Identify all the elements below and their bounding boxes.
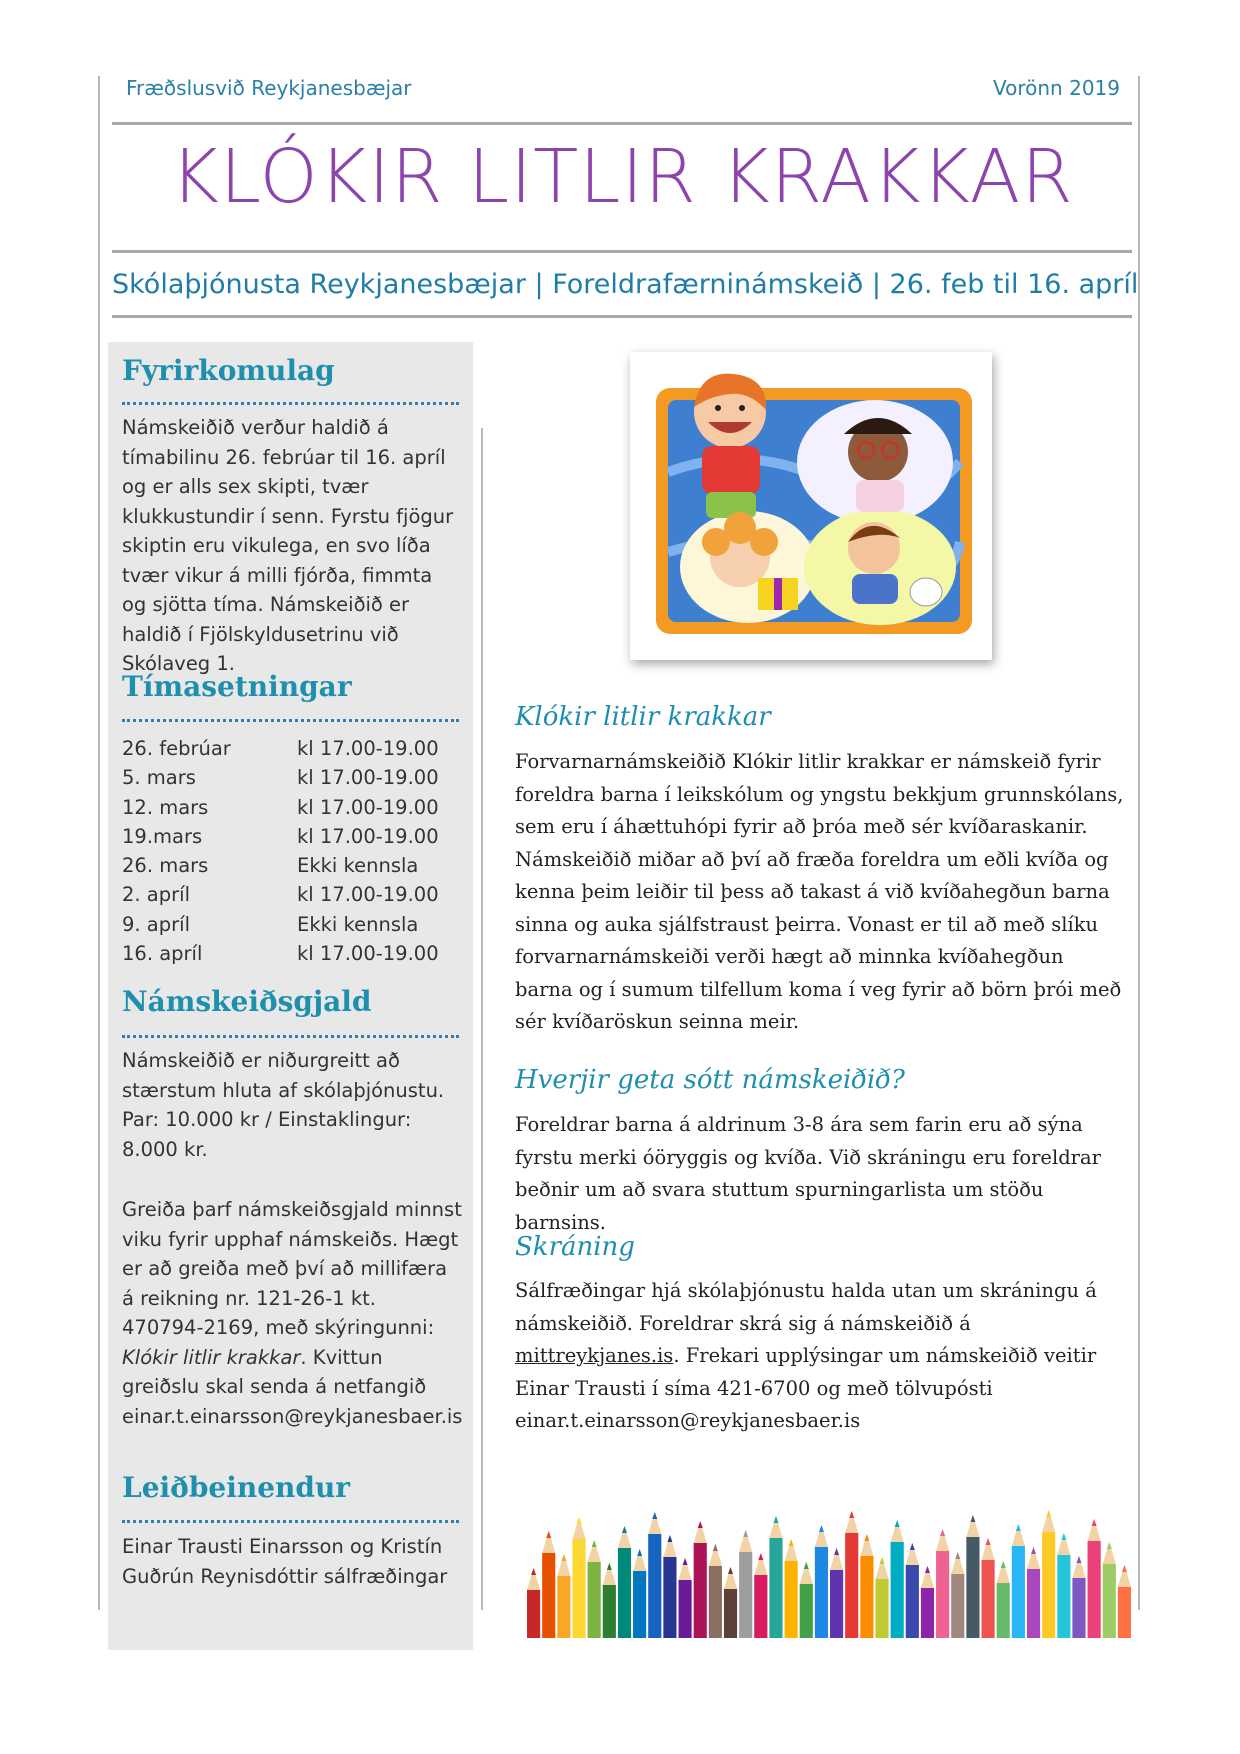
pencil	[648, 1512, 661, 1638]
leidbeinendur-text: Einar Trausti Einarsson og Kristín Guðrún Reynisdóttir sálfræðingar	[122, 1535, 448, 1588]
heading-fyrirkomulag: Fyrirkomulag	[122, 354, 335, 387]
heading-rule	[122, 402, 459, 405]
pencil	[785, 1539, 798, 1638]
schedule-date: 19.mars	[122, 824, 203, 848]
page-subtitle: Skólaþjónusta Reykjanesbæjar | Foreldrafærninámskeið | 26. feb til 16. apríl	[112, 269, 1139, 300]
schedule-date: 12. mars	[122, 795, 209, 819]
pencil	[769, 1516, 782, 1638]
heading-rule	[122, 719, 459, 722]
heading-leidbeinendur: Leiðbeinendur	[122, 1471, 351, 1504]
skraning-text-a: Sálfræðingar hjá skólaþjónustu halda utan um skráningu á námskeiðið. Foreldrar skrá sig á námskeiðið á	[515, 1279, 1097, 1335]
schedule-time: kl 17.00-19.00	[297, 883, 439, 907]
column-divider-line	[481, 428, 483, 1610]
schedule-row	[122, 737, 462, 766]
pencil	[891, 1520, 904, 1638]
schedule-row	[122, 913, 462, 942]
pencil	[754, 1553, 767, 1638]
children-illustration-svg	[630, 352, 992, 660]
schedule-date: 16. apríl	[122, 942, 203, 966]
pencil	[936, 1529, 949, 1638]
org-name: Fræðslusvið Reykjanesbæjar	[126, 76, 412, 100]
schedule-row	[122, 796, 462, 825]
section-text-skraning	[515, 1275, 1125, 1438]
pencil	[815, 1525, 828, 1638]
schedule-time: kl 17.00-19.00	[297, 942, 439, 966]
schedule-date: 2. apríl	[122, 883, 190, 907]
pencil	[966, 1515, 979, 1638]
right-margin-line	[1138, 76, 1140, 1610]
pencil	[845, 1511, 858, 1638]
schedule-time: kl 17.00-19.00	[297, 737, 439, 760]
pencil	[603, 1563, 616, 1638]
schedule-date: 5. mars	[122, 766, 196, 790]
header-rule-middle	[112, 250, 1132, 253]
pencil	[618, 1526, 631, 1638]
heading-timasetningar: Tímasetningar	[122, 670, 352, 703]
pencil	[875, 1557, 888, 1638]
pencil	[557, 1554, 570, 1638]
term-label: Vorönn 2019	[993, 76, 1120, 100]
schedule-time: kl 17.00-19.00	[297, 766, 439, 790]
gjald-text-2b: . Kvittun greiðslu skal senda á netfangið einar.t.einarsson@reykjanesbaer.is	[122, 1345, 463, 1428]
pencil	[1027, 1547, 1040, 1638]
pencil	[588, 1540, 601, 1638]
pencil	[739, 1530, 752, 1638]
children-illustration	[630, 352, 992, 660]
sidebar	[108, 342, 473, 1650]
pencil	[951, 1552, 964, 1638]
registration-link[interactable]: mittreykjanes.is	[515, 1344, 674, 1367]
pencil	[1118, 1565, 1131, 1638]
section-text-hverjir: Foreldrar barna á aldrinum 3-8 ára sem farin eru að sýna fyrstu merki óöryggis og kvíða. Við skráningu eru foreldrar beðnir um að svara stuttum spurningarlista um stöðu barnsins.	[515, 1113, 1101, 1234]
schedule-time: Ekki kennsla	[297, 854, 419, 878]
page-title: KLÓKIR LITLIR KRAKKAR	[170, 134, 1074, 220]
gjald-text-2-italic: Klókir litlir krakkar	[122, 1345, 301, 1369]
schedule-row	[122, 942, 462, 971]
pencil	[1057, 1533, 1070, 1638]
pencil	[860, 1534, 873, 1638]
pencil	[997, 1561, 1010, 1638]
colored-pencils-image	[526, 1492, 1132, 1638]
pencil	[633, 1549, 646, 1638]
gjald-text-1: Námskeiðið er niðurgreitt að stærstum hluta af skólaþjónustu. Par: 10.000 kr / Einstaklingur: 8.000 kr.	[122, 1049, 445, 1161]
schedule-date: 26. mars	[122, 854, 209, 878]
pencil	[709, 1544, 722, 1638]
schedule-time: kl 17.00-19.00	[297, 795, 439, 819]
gjald-text-2a: Greiða þarf námskeiðsgjald minnst viku fyrir upphaf námskeiðs. Hægt er að greiða með því að millifæra á reikning nr. 121-26-1 kt. 470794-2169, með skýringunni:	[122, 1198, 462, 1339]
section-heading-klokir: Klókir litlir krakkar	[515, 702, 771, 732]
schedule-row	[122, 883, 462, 912]
pencil	[572, 1517, 585, 1638]
pencil	[1103, 1542, 1116, 1638]
pencil	[1012, 1524, 1025, 1638]
pencil	[921, 1566, 934, 1638]
schedule-date: 9. apríl	[122, 912, 190, 936]
heading-namskeidsgjald: Námskeiðsgjald	[122, 985, 372, 1018]
skraning-text-b: . Frekari upplýsingar um námskeiðið veitir Einar Trausti í síma 421-6700 og með tölvupósti einar.t.einarsson@reykjanesbaer.is	[515, 1344, 1097, 1432]
heading-rule	[122, 1035, 459, 1038]
pencil	[982, 1538, 995, 1638]
pencil	[542, 1531, 555, 1638]
pencil	[830, 1548, 843, 1638]
pencil	[1088, 1519, 1101, 1638]
schedule-table	[122, 737, 462, 971]
pencil	[1072, 1556, 1085, 1638]
header-rule-bottom	[112, 315, 1132, 318]
pencil	[1042, 1510, 1055, 1638]
schedule-row	[122, 854, 462, 883]
pencil	[800, 1562, 813, 1638]
gjald-text-2	[122, 1195, 462, 1431]
left-margin-line	[98, 76, 100, 1610]
heading-rule	[122, 1520, 459, 1523]
pencil	[694, 1521, 707, 1638]
section-heading-skraning: Skráning	[515, 1232, 635, 1262]
schedule-date: 26. febrúar	[122, 737, 231, 760]
schedule-time: Ekki kennsla	[297, 912, 419, 936]
schedule-time: kl 17.00-19.00	[297, 824, 439, 848]
section-heading-hverjir: Hverjir geta sótt námskeiðið?	[515, 1065, 905, 1095]
schedule-row	[122, 825, 462, 854]
fyrirkomulag-text: Námskeiðið verður haldið á tímabilinu 26. febrúar til 16. apríl og er alls sex skipti, tvær klukkustundir í senn. Fyrstu fjögur skiptin eru vikulega, en svo líða tvær vikur á milli fjórða, fimmta og sjötta tíma. Námskeiðið er haldið í Fjölskyldusetrinu við Skólaveg 1.	[122, 416, 454, 675]
pencil	[663, 1535, 676, 1638]
pencil	[679, 1558, 692, 1638]
pencil	[724, 1567, 737, 1638]
pencil	[527, 1568, 540, 1638]
section-text-klokir: Forvarnarnámskeiðið Klókir litlir krakkar er námskeið fyrir foreldra barna í leikskólum og yngstu bekkjum grunnskólans, sem eru í áhættuhópi fyrir að þróa með sér kvíðaraskanir. Námskeiðið miðar að því að fræða foreldra um eðli kvíða og kenna þeim leiðir til þess að takast á við kvíðahegðun barna sinna og auka sjálfstraust þeirra. Vonast er til að með slíku forvarnarnámskeiði verði hægt að minnka kvíðahegðun barna og í sumum tilfellum koma í veg fyrir að börn þrói með sér kvíðaröskun seinna meir.	[515, 750, 1124, 1033]
pencil	[906, 1543, 919, 1638]
header-rule-top	[112, 122, 1132, 125]
schedule-row	[122, 766, 462, 795]
